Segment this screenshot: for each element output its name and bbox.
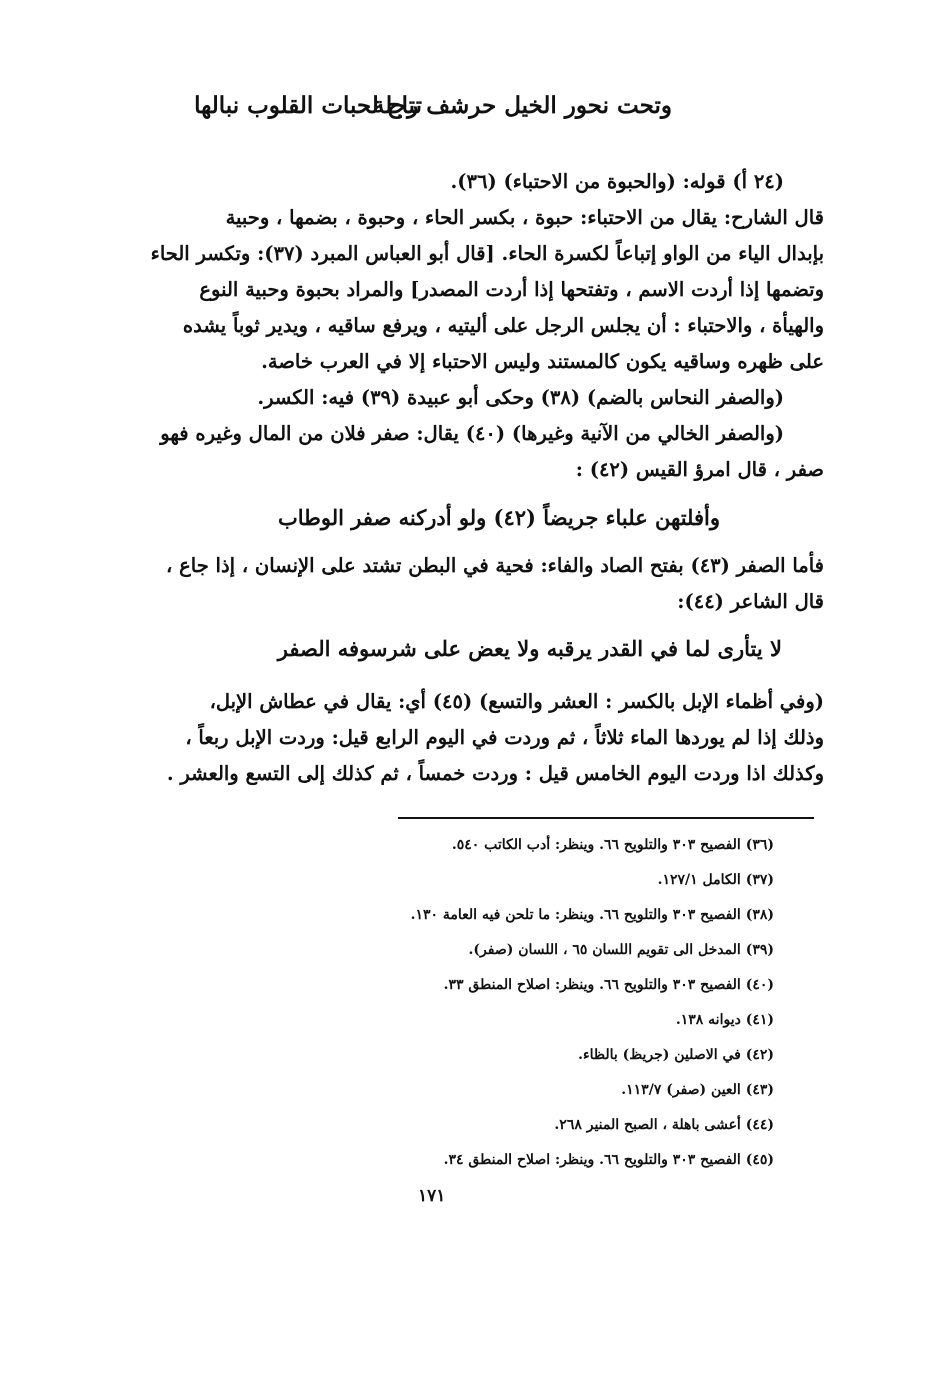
footnote: (٣٦) الفصيح ٣٠٣ والتلويح ٦٦. وينظر: أدب الكاتب ٥٤٠. [451,837,774,853]
body-line: (والصفر الخالي من الآنية وغيرها) (٤٠) يقال: صفر فلان من المال وغيره فهو [160,422,784,445]
body-line: وتضمها إذا أردت الاسم ، وتفتحها إذا أردت المصدر] والمراد بحبوة وحبية النوع [199,278,824,301]
footnote-divider [398,817,814,819]
verse-hemistich-1: وتحت نحور الخيل حرشف رجلة [372,92,672,119]
page-number: ١٧١ [418,1186,446,1206]
body-line: بإبدال الياء من الواو إتباعاً لكسرة الحاء. [قال أبو العباس المبرد (٣٧): وتكسر الحاء [150,242,824,265]
body-line: قال الشاعر (٤٤): [677,590,824,613]
footnote: (٤٤) أعشى باهلة ، الصبح المنير ٢٦٨. [554,1117,774,1133]
verse-line: وأفلتهن علباء جريضاً (٤٢) ولو أدركنه صفر الوطاب [277,505,720,530]
footnote: (٤١) ديوانه ١٣٨. [675,1012,774,1028]
body-line: صفر ، قال امرؤ القيس (٤٢) : [575,458,824,481]
body-line: فأما الصفر (٤٣) بفتح الصاد والفاء: فحية في البطن تشتد على الإنسان ، إذا جاع ، [166,554,824,577]
footnote: (٣٨) الفصيح ٣٠٣ والتلويح ٦٦. وينظر: ما تلحن فيه العامة ١٣٠. [410,907,774,923]
footnote: (٤٣) العين (صفر) ١١٣/٧. [621,1082,774,1098]
footnote: (٤٥) الفصيح ٣٠٣ والتلويح ٦٦. وينظر: اصلاح المنطق ٣٤. [443,1152,774,1168]
verse-line: لا يتأرى لما في القدر يرقبه ولا يعض على شرسوفه الصفر [277,636,782,661]
body-line: (والصفر النحاس بالضم) (٣٨) وحكى أبو عبيدة (٣٩) فيه: الكسر. [257,386,784,409]
footnote: (٣٧) الكامل ١٢٧/١. [657,872,774,888]
footnote: (٣٩) المدخل الى تقويم اللسان ٦٥ ، اللسان (صفر). [468,942,774,958]
body-line: وذلك إذا لم يوردها الماء ثلاثاً ، ثم وردت في اليوم الرابع قيل: وردت الإبل ربعاً ، [185,726,824,749]
footnote: (٤٢) في الاصلين (جريظ) بالظاء. [578,1047,774,1063]
body-line: قال الشارح: يقال من الاحتباء: حبوة ، بكسر الحاء ، وحبوة ، بضمها ، وحبية [225,206,824,229]
footnote: (٤٠) الفصيح ٣٠٣ والتلويح ٦٦. وينظر: اصلاح المنطق ٣٣. [443,977,774,993]
body-line: والهيأة ، والاحتباء : أن يجلس الرجل على أليتيه ، ويرفع ساقيه ، ويدير ثوباً يشده [182,314,824,337]
body-line: (وفي أظماء الإبل بالكسر : العشر والتسع) (٤٥) أي: يقال في عطاش الإبل، [209,690,824,713]
body-line: وكذلك اذا وردت اليوم الخامس قيل : وردت خمساً ، ثم كذلك إلى التسع والعشر . [166,762,824,785]
verse-hemistich-2: تتاح لحبات القلوب نبالها [194,92,422,119]
body-line: على ظهره وساقيه يكون كالمستند وليس الاحتباء إلا في العرب خاصة. [261,350,824,373]
body-line: (٢٤ أ) قوله: (والحبوة من الاحتباء) (٣٦). [450,170,784,193]
